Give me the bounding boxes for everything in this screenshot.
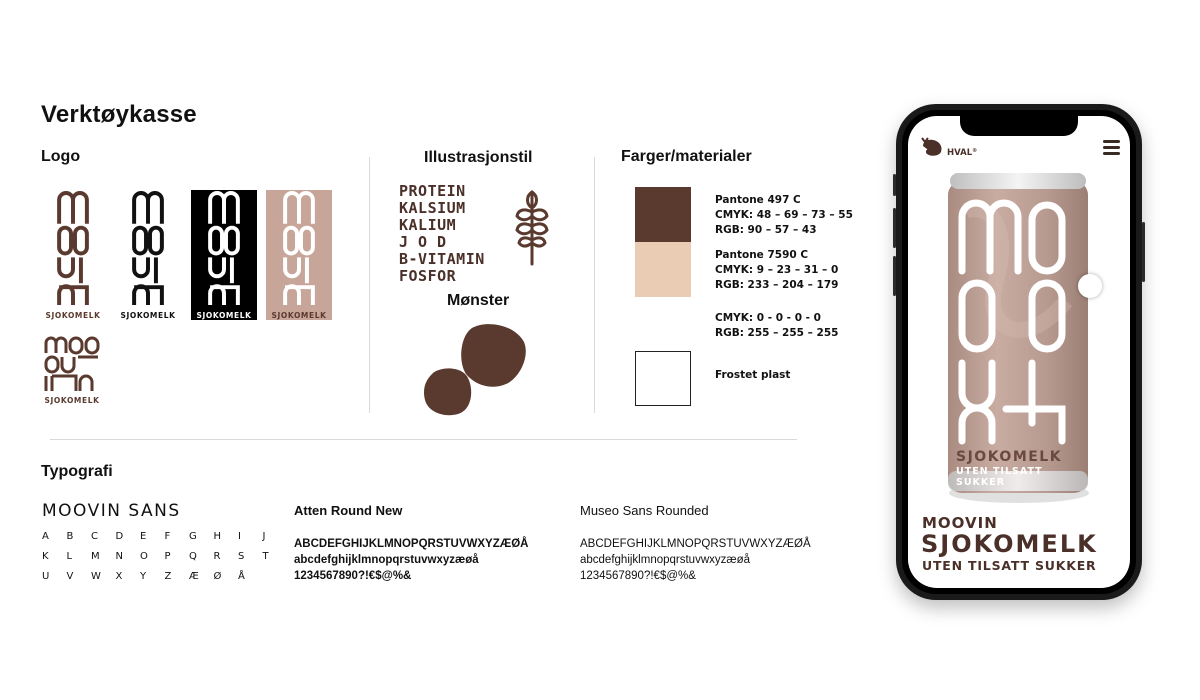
moovin-logo-icon: [130, 190, 166, 309]
nutrient-word: B-VITAMIN: [399, 250, 485, 268]
can-text-sjokomelk: SJOKOMELK: [956, 449, 1063, 465]
typography-heading: Typografi: [41, 463, 113, 480]
divider-vertical-1: [369, 157, 370, 413]
moovin-glyph: S: [238, 551, 245, 562]
moovin-glyph: V: [66, 571, 74, 582]
color-spec-line: CMYK: 48 – 69 – 73 – 55: [715, 209, 853, 221]
moovin-glyph: W: [91, 571, 101, 582]
moovin-glyph: K: [42, 551, 49, 562]
phone-mockup: [896, 104, 1142, 600]
pantone-497-spec: [715, 193, 853, 238]
moovin-glyph: U: [42, 571, 50, 582]
moovin-glyph: T: [262, 551, 269, 562]
logo-caption: SJOKOMELK: [196, 311, 252, 320]
moovin-glyph: O: [140, 551, 148, 562]
logo-inverted-black: [191, 190, 257, 320]
color-spec-line: RGB: 233 – 204 – 179: [715, 279, 839, 291]
color-spec-line: CMYK: 0 - 0 - 0 - 0: [715, 312, 821, 324]
sample-line: ABCDEFGHIJKLMNOPQRSTUVWXYZÆØÅ: [294, 538, 529, 550]
headline-tagline: UTEN TILSATT SUKKER: [922, 558, 1097, 573]
color-spec-line: Pantone 7590 C: [715, 249, 809, 261]
wheat-icon: [514, 188, 550, 266]
moovin-glyph: N: [115, 551, 123, 562]
moovin-glyph: X: [115, 571, 123, 582]
swatch-light-beige: [635, 242, 691, 297]
brand-text: HVAL: [947, 148, 973, 158]
phone-side-button: [1142, 222, 1145, 282]
swatch-dark-brown: [635, 187, 691, 242]
moovin-glyph: F: [164, 531, 171, 542]
white-spec: [715, 311, 838, 341]
whale-icon: [921, 136, 945, 158]
carousel-handle[interactable]: [1078, 274, 1102, 298]
moovin-glyph: Å: [238, 571, 245, 582]
phone-side-button: [893, 208, 896, 248]
nutrient-word: JOD: [399, 233, 457, 251]
menu-icon-bar: [1103, 152, 1120, 155]
illustration-heading: Illustrasjonstil: [424, 149, 533, 166]
logo-brown: [41, 190, 105, 320]
nutrient-word: PROTEIN: [399, 182, 466, 200]
menu-button[interactable]: [1103, 140, 1120, 158]
pantone-7590-spec: [715, 248, 838, 293]
illustration-nutrients: [399, 183, 485, 285]
moovin-glyph: J: [262, 531, 266, 542]
sample-line: abcdefghijklmnopqrstuvwxyzæøå: [294, 554, 479, 566]
phone-notch: [960, 116, 1078, 136]
logo-heading: Logo: [41, 148, 81, 165]
headline-product: SJOKOMELK: [921, 530, 1098, 558]
color-spec-line: Pantone 497 C: [715, 194, 801, 206]
sample-line: 1234567890?!€$@%&: [580, 570, 696, 582]
nutrient-word: FOSFOR: [399, 267, 457, 285]
logo-caption: SJOKOMELK: [271, 311, 327, 320]
moovin-glyph-grid: [42, 531, 287, 582]
page-title: Verktøykasse: [41, 101, 197, 128]
phone-screen: [908, 116, 1130, 588]
pattern-heading: Mønster: [447, 292, 510, 309]
sample-line: ABCDEFGHIJKLMNOPQRSTUVWXYZÆØÅ: [580, 538, 811, 550]
color-spec-line: RGB: 90 – 57 – 43: [715, 224, 817, 236]
can-text-sukker: SUKKER: [956, 477, 1006, 488]
atten-font-name: Atten Round New: [294, 503, 403, 518]
color-spec-line: RGB: 255 – 255 – 255: [715, 327, 839, 339]
moovin-glyph: I: [238, 531, 241, 542]
brand-registered-mark: ®: [972, 148, 978, 154]
logo-caption: SJOKOMELK: [44, 396, 100, 405]
logo-caption: SJOKOMELK: [120, 311, 176, 320]
colors-heading: Farger/materialer: [621, 148, 752, 165]
moovin-glyph: D: [115, 531, 124, 542]
divider-horizontal: [50, 439, 797, 440]
moovin-compact-logo-icon: [43, 335, 101, 395]
atten-font-sample: [294, 536, 528, 584]
moovin-glyph: Y: [140, 571, 147, 582]
moovin-glyph: L: [66, 551, 73, 562]
brand-name: [947, 148, 977, 158]
menu-icon-bar: [1103, 140, 1120, 143]
moovin-glyph: B: [66, 531, 74, 542]
nutrient-word: KALSIUM: [399, 199, 466, 217]
moovin-glyph: P: [164, 551, 171, 562]
moovin-glyph: R: [213, 551, 221, 562]
logo-inverted-rose: [266, 190, 332, 320]
moovin-glyph: M: [91, 551, 100, 562]
swatch-white: [635, 351, 691, 406]
logo-compact: [41, 333, 103, 407]
moovin-glyph: Ø: [213, 571, 222, 582]
sample-line: 1234567890?!€$@%&: [294, 570, 412, 582]
moovin-glyph: A: [42, 531, 49, 542]
moovin-sans-title: MOOVIN SANS: [42, 501, 181, 521]
headline-brand: MOOVIN: [922, 514, 998, 532]
moovin-glyph: Q: [189, 551, 197, 562]
sample-line: abcdefghijklmnopqrstuvwxyzæøå: [580, 554, 751, 566]
pattern-blobs-icon: [420, 322, 530, 418]
moovin-logo-icon: [55, 190, 91, 309]
product-can-image: [936, 171, 1102, 507]
moovin-glyph: Æ: [189, 571, 199, 582]
can-text-uten-tilsatt: UTEN TILSATT: [956, 466, 1043, 477]
moovin-glyph: E: [140, 531, 147, 542]
phone-side-button: [893, 256, 896, 296]
color-spec-line: CMYK: 9 – 23 – 31 – 0: [715, 264, 839, 276]
moovin-logo-icon: [206, 190, 242, 309]
logo-caption: SJOKOMELK: [45, 311, 101, 320]
moovin-glyph: C: [91, 531, 98, 542]
moovin-glyph: G: [189, 531, 197, 542]
divider-vertical-2: [594, 157, 595, 413]
nutrient-word: KALIUM: [399, 216, 457, 234]
logo-black: [116, 190, 180, 320]
museo-font-name: Museo Sans Rounded: [580, 503, 709, 518]
museo-font-sample: [580, 536, 811, 584]
moovin-logo-icon: [281, 190, 317, 309]
phone-side-button: [893, 174, 896, 196]
moovin-glyph: H: [213, 531, 222, 542]
moovin-glyph: Z: [164, 571, 172, 582]
menu-icon-bar: [1103, 146, 1120, 149]
material-label: Frostet plast: [715, 369, 791, 381]
